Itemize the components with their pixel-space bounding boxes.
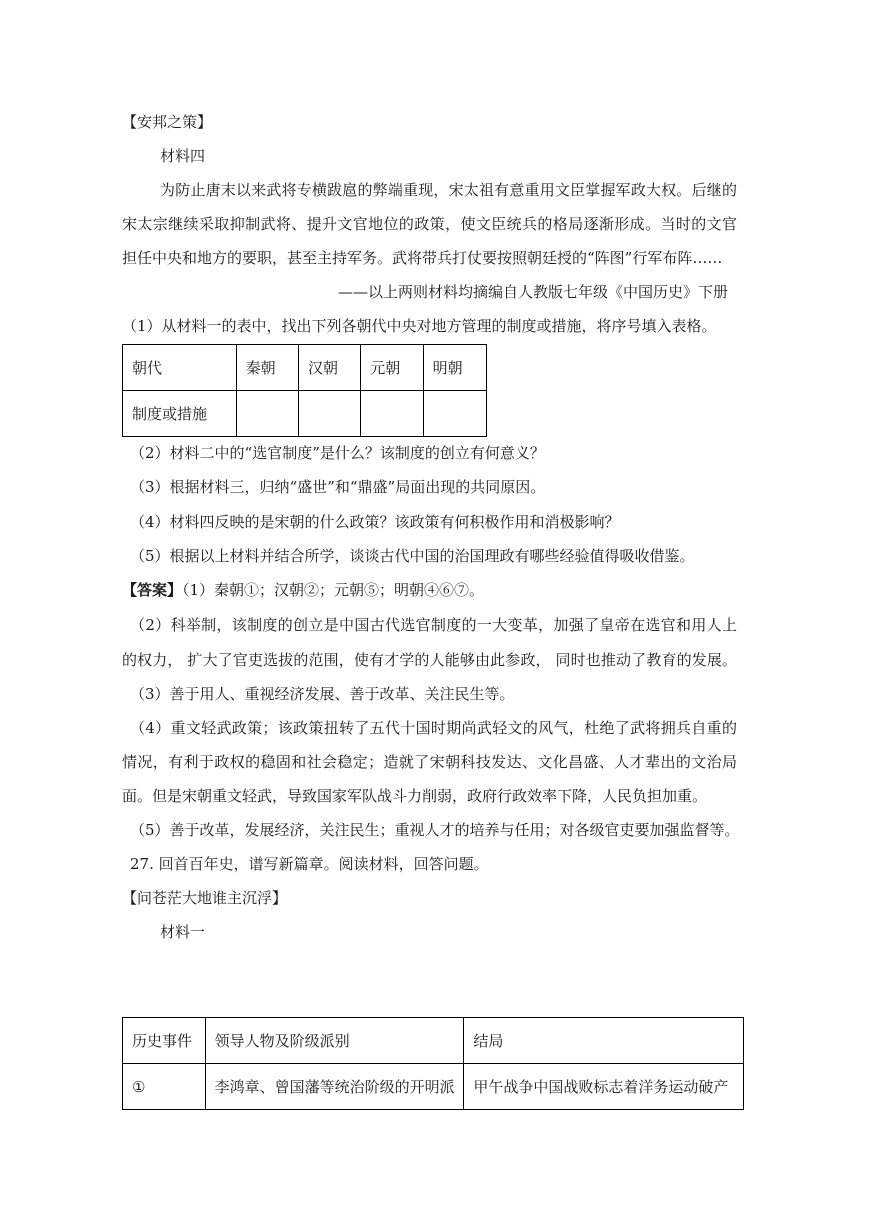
- answer-5: （5）善于改革，发展经济，关注民生；重视人才的培养与任用；对各级官吏要加强监督等。: [130, 821, 740, 839]
- table-cell: 秦朝: [236, 345, 298, 391]
- question-5: （5）根据以上材料并结合所学，谈谈古代中国的治国理政有哪些经验值得吸收借鉴。: [130, 547, 695, 565]
- question-2: （2）材料二中的“选官制度”是什么？该制度的创立有何意义？: [130, 444, 545, 462]
- answer-cell-yuan[interactable]: [361, 391, 423, 437]
- answer-cell-ming[interactable]: [423, 391, 486, 437]
- material4-line-1: 为防止唐末以来武将专横跋扈的弊端重现，宋太祖有意重用文臣掌握军政大权。后继的: [160, 181, 737, 199]
- question-1: （1）从材料一的表中，找出下列各朝代中央对地方管理的制度或措施，将序号填入表格。: [122, 317, 717, 335]
- question-3: （3）根据材料三，归纳“盛世”和“鼎盛”局面出现的共同原因。: [130, 478, 546, 496]
- table-cell: 领导人物及阶级派别: [205, 1018, 464, 1064]
- table-cell: 朝代: [123, 345, 237, 391]
- table-cell: 制度或措施: [123, 391, 237, 437]
- section-heading-wen: 【问苍茫大地谁主沉浮】: [122, 889, 288, 907]
- table-row: [123, 391, 487, 437]
- material4-line-2: 宋太宗继续采取抑制武将、提升文官地位的政策，使文臣统兵的格局逐渐形成。当时的文官: [122, 215, 737, 233]
- table-cell: 甲午战争中国战败标志着洋务运动破产: [464, 1064, 744, 1110]
- section-heading-anbang: 【安邦之策】: [122, 113, 213, 131]
- material4-line-3: 担任中央和地方的要职，甚至主持军务。武将带兵打仗要按照朝廷授的“阵图”行军布阵……: [122, 249, 723, 267]
- table-cell: 明朝: [423, 345, 486, 391]
- material4-label: 材料四: [160, 147, 206, 165]
- answer-label: 【答案】: [122, 581, 183, 599]
- table-cell: 结局: [464, 1018, 744, 1064]
- answer-2-line-1: （2）科举制，该制度的创立是中国古代选官制度的一大变革，加强了皇帝在选官和用人上: [130, 616, 737, 634]
- table-row: [123, 1064, 744, 1110]
- answer-cell-qin[interactable]: [236, 391, 298, 437]
- answer-cell-han[interactable]: [298, 391, 360, 437]
- question-27: 27. 回首百年史，谱写新篇章。阅读材料，回答问题。: [130, 855, 489, 873]
- source-note: ——以上两则材料均摘编自人教版七年级《中国历史》下册: [338, 283, 729, 301]
- answer-2-line-2: 的权力， 扩大了官吏选拔的范围，使有才学的人能够由此参政， 同时也推动了教育的发展。: [122, 651, 737, 669]
- answer-4-line-3: 面。但是宋朝重文轻武，导致国家军队战斗力削弱，政府行政效率下降，人民负担加重。: [122, 787, 708, 805]
- table-cell: 李鸿章、曾国藩等统治阶级的开明派: [205, 1064, 464, 1110]
- table-cell: 历史事件: [123, 1018, 206, 1064]
- answer-4-line-1: （4）重文轻武政策；该政策扭转了五代十国时期尚武轻文的风气，杜绝了武将拥兵自重的: [130, 719, 737, 737]
- material1-label: 材料一: [160, 923, 206, 941]
- dynasty-table: [122, 344, 487, 437]
- answer-3: （3）善于用人、重视经济发展、善于改革、关注民生等。: [130, 685, 515, 703]
- answer-block-1: [122, 580, 484, 600]
- table-row: [123, 345, 487, 391]
- table-cell: 汉朝: [298, 345, 360, 391]
- question-4: （4）材料四反映的是宋朝的什么政策？该政策有何积极作用和消极影响？: [130, 513, 620, 531]
- history-event-table: [122, 1017, 744, 1110]
- table-row: [123, 1018, 744, 1064]
- table-cell: 元朝: [361, 345, 423, 391]
- table-cell: ①: [123, 1064, 206, 1110]
- answer-4-line-2: 情况，有利于政权的稳固和社会稳定；造就了宋朝科技发达、文化昌盛、人才辈出的文治局: [122, 753, 737, 771]
- answer-1: （1）秦朝①；汉朝②；元朝⑤；明朝④⑥⑦。: [182, 581, 485, 599]
